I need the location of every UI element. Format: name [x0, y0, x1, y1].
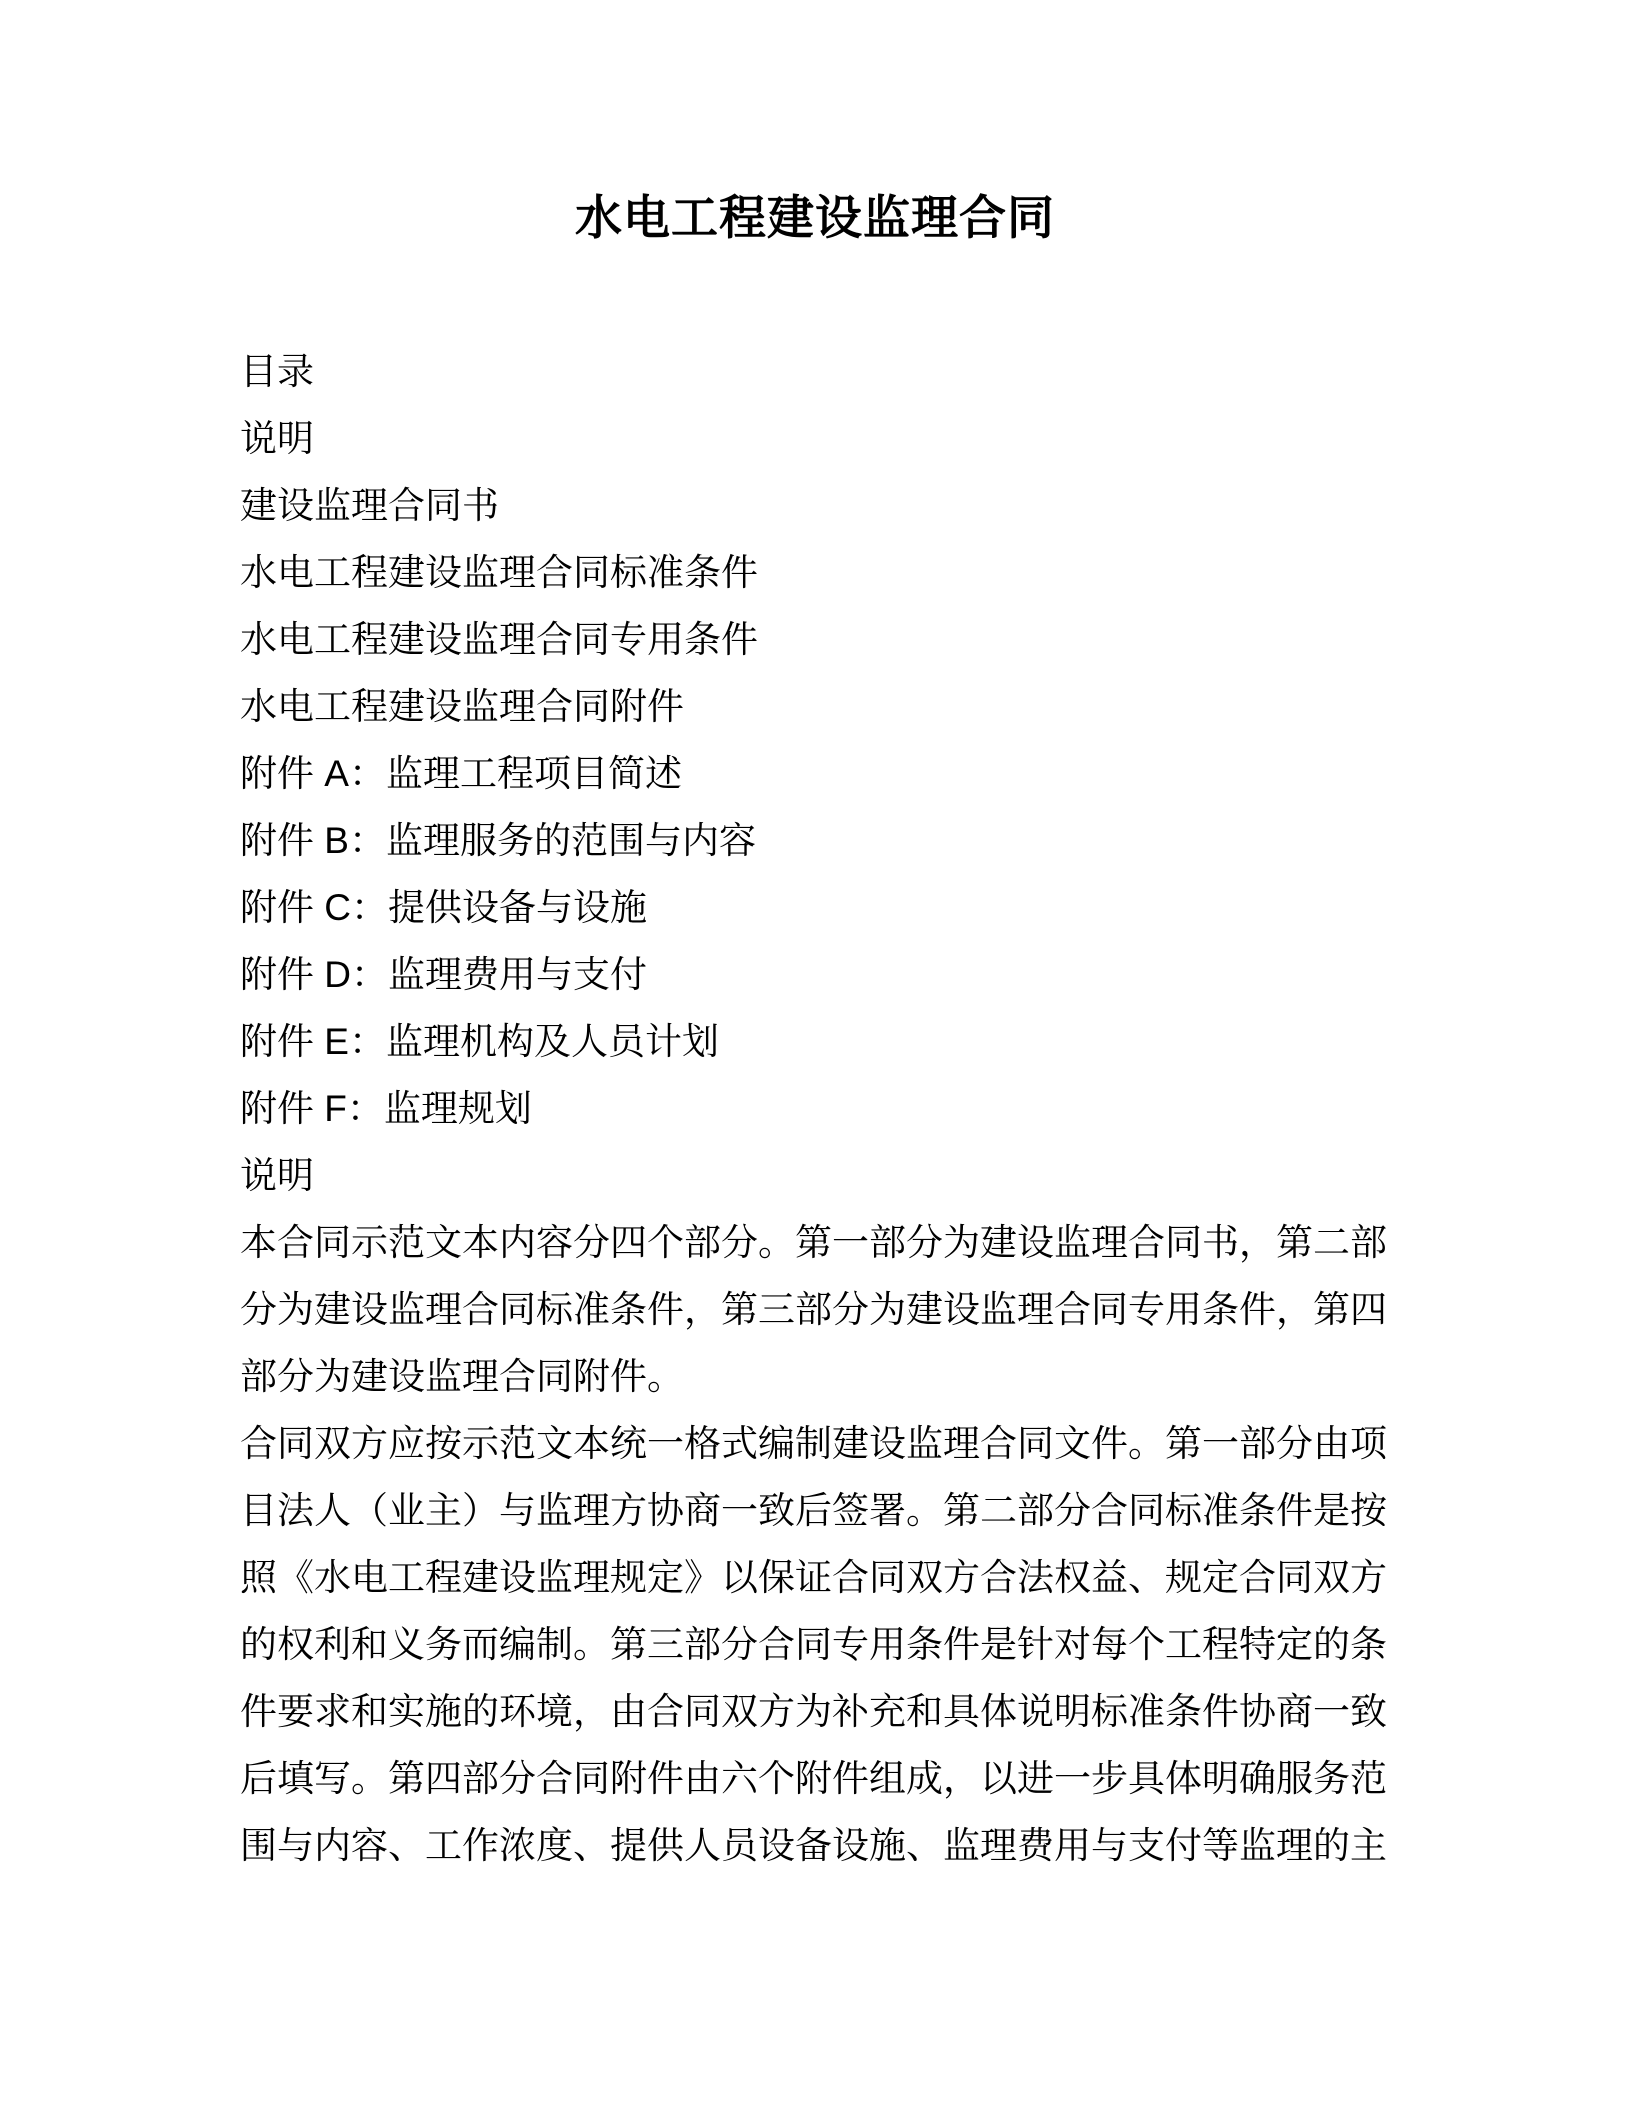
section-heading-shuoming: 说明: [240, 1155, 314, 1196]
toc-item-fujian-e: 附件 E：监理机构及人员计划: [240, 1021, 719, 1062]
document-title: 水电工程建设监理合同: [575, 191, 1055, 244]
toc-item-hetongshu: 建设监理合同书: [240, 485, 499, 526]
toc-item-fujian: 水电工程建设监理合同附件: [240, 686, 684, 727]
paragraph-line: 后填写。第四部分合同附件由六个附件组成，以进一步具体明确服务范: [240, 1758, 1387, 1799]
toc-item-fujian-d: 附件 D：监理费用与支付: [240, 954, 647, 995]
paragraph-line: 部分为建设监理合同附件。: [240, 1356, 684, 1397]
toc-item-zhuanyong: 水电工程建设监理合同专用条件: [240, 619, 758, 660]
toc-item-fujian-f: 附件 F：监理规划: [240, 1088, 532, 1129]
toc-item-biaozhun: 水电工程建设监理合同标准条件: [240, 552, 758, 593]
paragraph-line: 目法人（业主）与监理方协商一致后签署。第二部分合同标准条件是按: [240, 1490, 1387, 1531]
paragraph-line: 件要求和实施的环境，由合同双方为补充和具体说明标准条件协商一致: [240, 1691, 1387, 1732]
document-body: [240, 338, 1395, 1879]
paragraph-line: 分为建设监理合同标准条件，第三部分为建设监理合同专用条件，第四: [240, 1289, 1387, 1330]
paragraph-line: 照《水电工程建设监理规定》以保证合同双方合法权益、规定合同双方: [240, 1557, 1387, 1598]
paragraph-line: 的权利和义务而编制。第三部分合同专用条件是针对每个工程特定的条: [240, 1624, 1387, 1665]
toc-item-mulu: 目录: [240, 351, 314, 392]
paragraph-line: 围与内容、工作浓度、提供人员设备设施、监理费用与支付等监理的主: [240, 1825, 1387, 1866]
toc-item-fujian-b: 附件 B：监理服务的范围与内容: [240, 820, 756, 861]
toc-item-fujian-c: 附件 C：提供设备与设施: [240, 887, 647, 928]
paragraph-line: 本合同示范文本内容分四个部分。第一部分为建设监理合同书，第二部: [240, 1222, 1387, 1263]
paragraph-line: 合同双方应按示范文本统一格式编制建设监理合同文件。第一部分由项: [240, 1423, 1387, 1464]
toc-item-shuoming: 说明: [240, 418, 314, 459]
toc-item-fujian-a: 附件 A：监理工程项目简述: [240, 753, 682, 794]
